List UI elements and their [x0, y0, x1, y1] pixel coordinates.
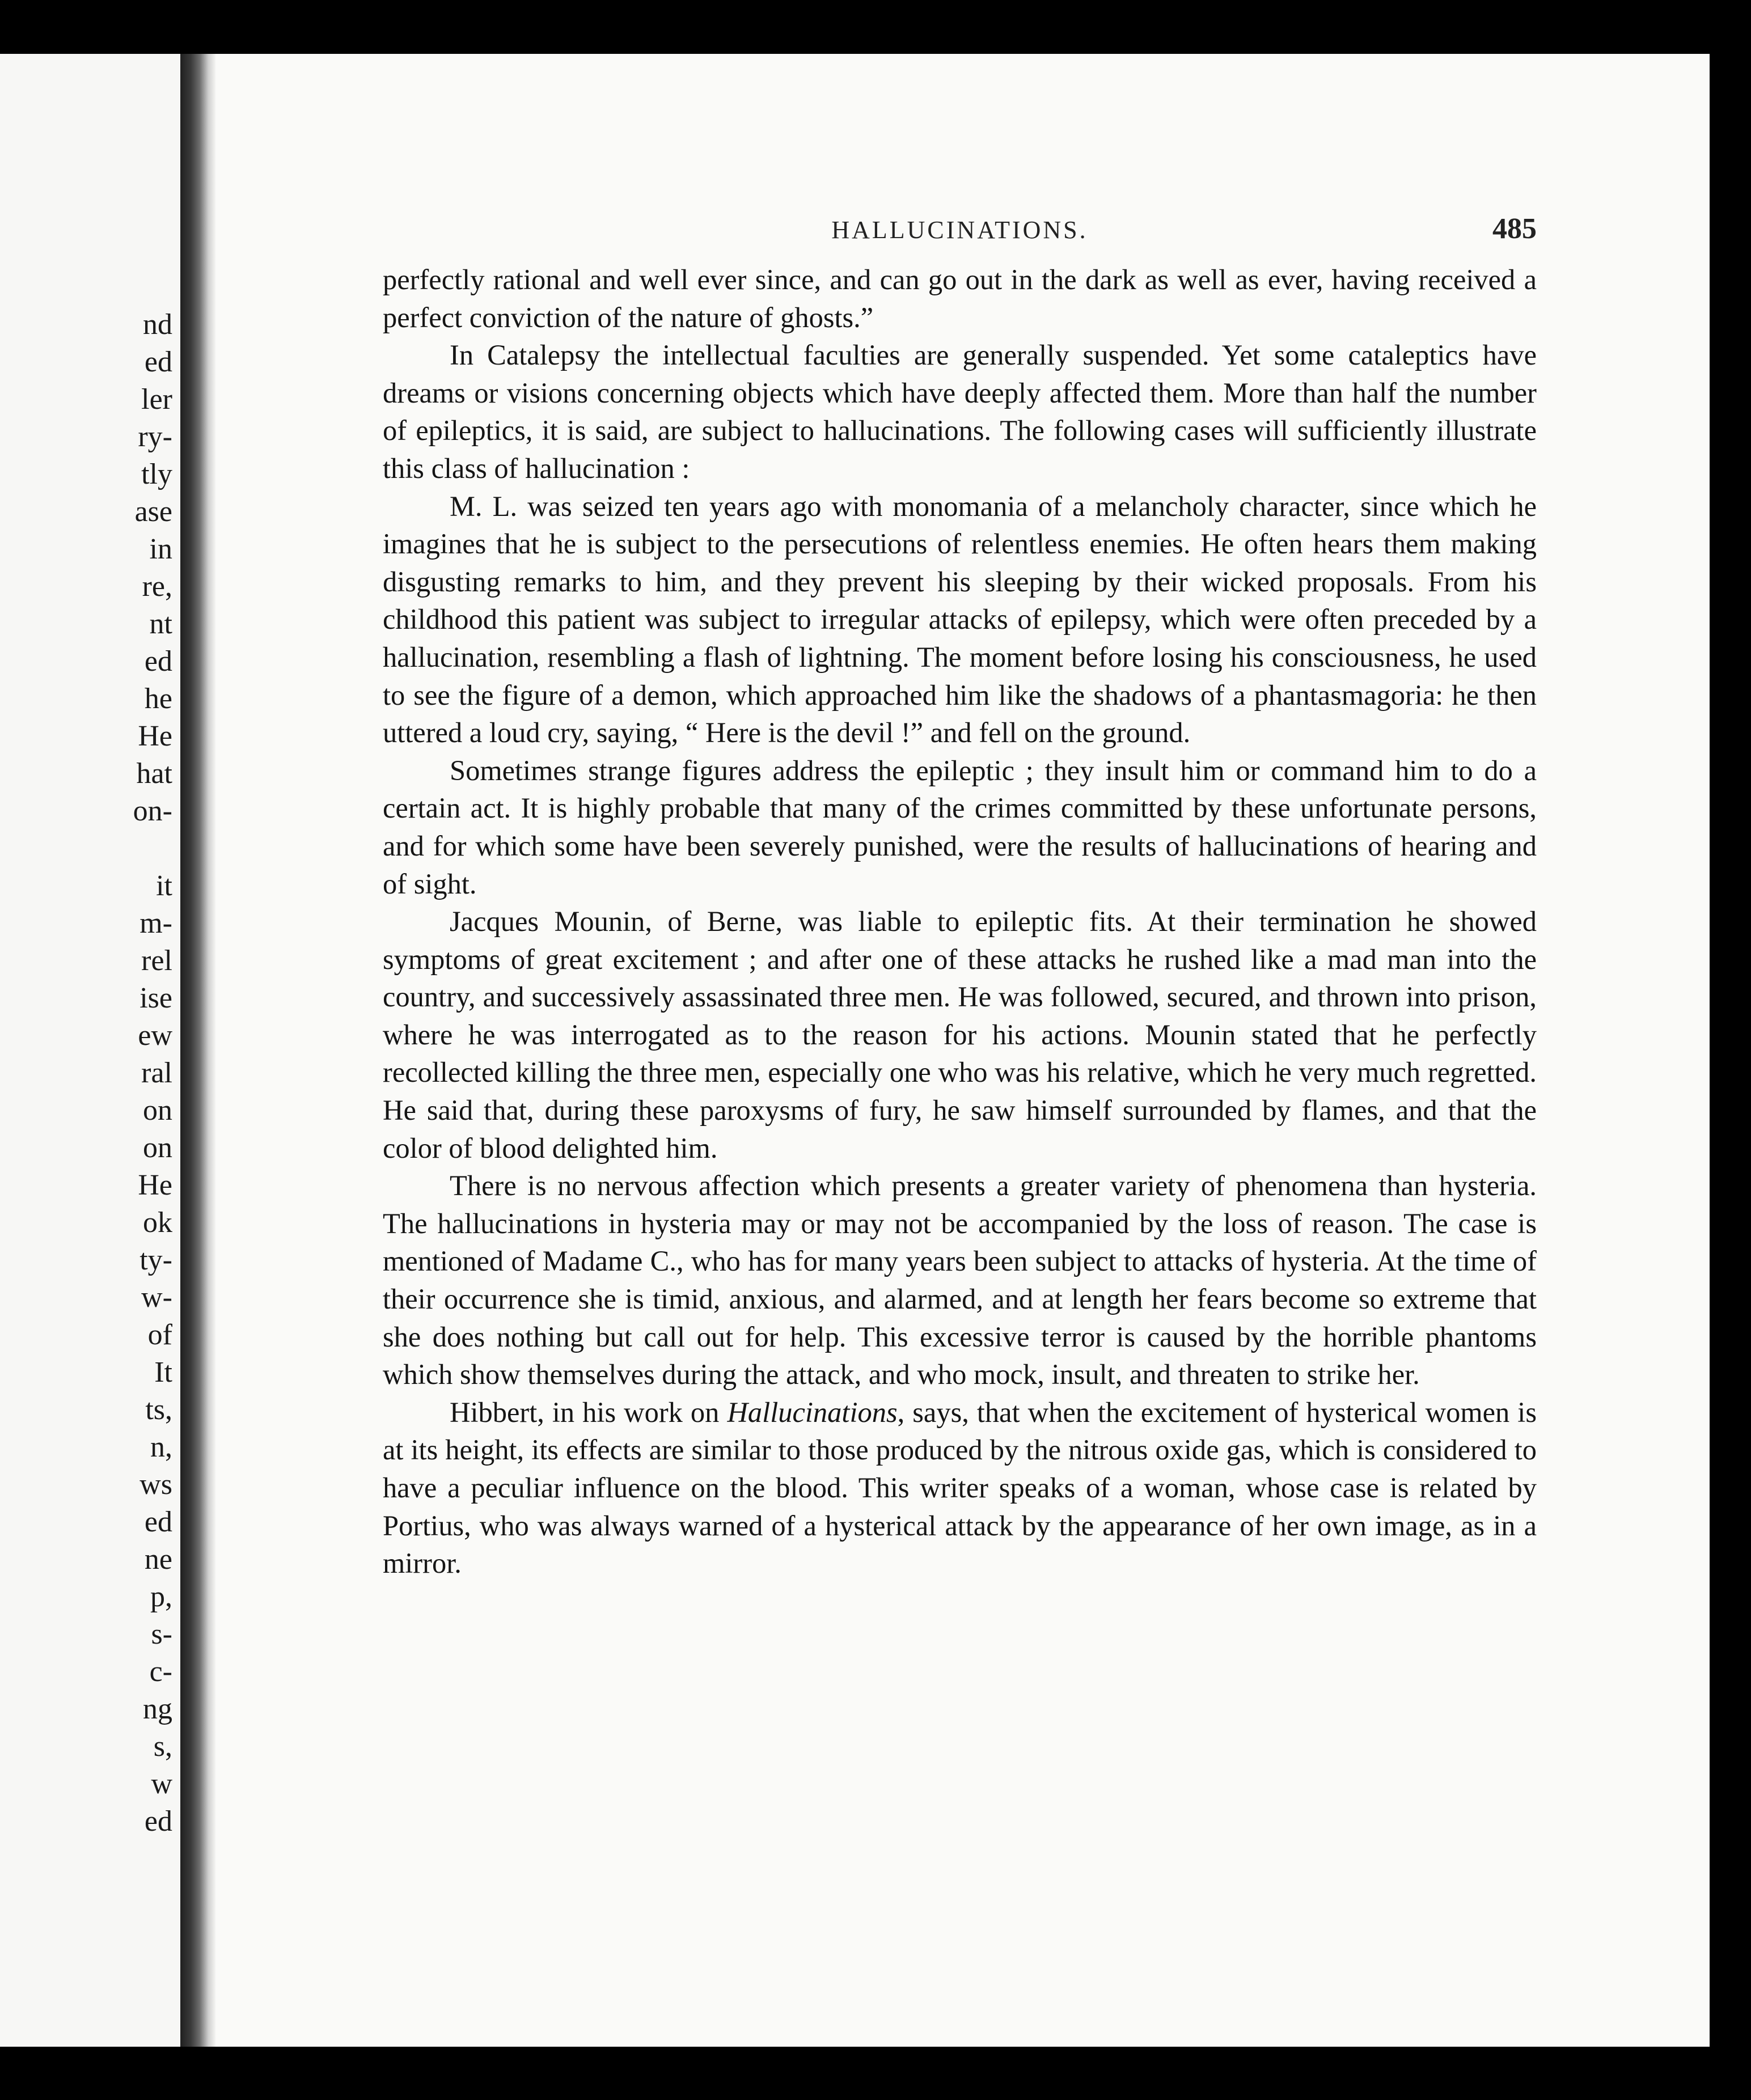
- left-page-fragment: ral: [141, 1057, 172, 1089]
- left-page-fragment: in: [149, 533, 172, 565]
- running-head: [383, 215, 1537, 261]
- left-page-fragment: nd: [143, 308, 172, 341]
- book-title-italic: Hallucinations: [727, 1396, 898, 1428]
- left-page-fragment: ise: [139, 982, 172, 1014]
- left-page-fragment: rel: [141, 945, 172, 977]
- left-page-fragment: ed: [144, 1805, 172, 1837]
- left-page-fragment: s-: [151, 1618, 172, 1650]
- body-text: [383, 261, 1537, 1582]
- left-page-fragment: s,: [153, 1730, 172, 1763]
- left-page-fragment: ry-: [138, 421, 172, 453]
- left-page-fragment: ler: [141, 383, 172, 416]
- left-page-fragment: w: [151, 1768, 172, 1800]
- left-page-fragment: n,: [150, 1431, 172, 1463]
- left-page-fragment: w-: [141, 1281, 172, 1314]
- scan-border-right: [1710, 54, 1751, 2047]
- left-page-fragment: It: [154, 1356, 172, 1388]
- left-page-fragment: p,: [150, 1581, 172, 1613]
- left-page-fragment: nt: [149, 608, 172, 640]
- left-page-fragment: ts,: [145, 1394, 172, 1426]
- left-page-fragment: ew: [138, 1019, 172, 1052]
- paragraph: M. L. was seized ten years ago with monomania of a melancholy character, since which he imagines that he is subject to the persecutions of relentless enemies. He often hears them making disgusting remarks to him, and they prevent his sleeping by their wicked proposals. From his childhood this patient was subject to irregular attacks of epilepsy, which were often preceded by a hallucination, resembling a flash of lightning. The moment before losing his consciousness, he used to see the figure of a demon, which approached him like the shadows of a phantasmagoria: he then uttered a loud cry, saying, “ Here is the devil !” and fell on the ground.: [383, 490, 1537, 749]
- running-title: HALLUCINATIONS.: [831, 216, 1088, 244]
- paragraph: In Catalepsy the intellectual faculties are generally suspended. Yet some cataleptics have dreams or visions concerning objects which have deeply affected them. More than half the number of epileptics, it is said, are subject to hallucinations. The following cases will sufficiently illustrate this class of hallucination :: [383, 339, 1537, 484]
- left-page-fragment: of: [147, 1319, 172, 1351]
- left-page-fragment: ty-: [139, 1244, 172, 1276]
- left-page-fragment: on-: [133, 795, 172, 827]
- left-page-fragment: ed: [144, 346, 172, 378]
- page-content: [383, 215, 1537, 1582]
- paragraph: There is no nervous affection which presents a greater variety of phenomena than hysteria. The hallucinations in hysteria may or may not be accompanied by the loss of reason. The case is mentioned of Madame C., who has for many years been subject to attacks of hysteria. At the time of their occurrence she is timid, anxious, and alarmed, and at length her fears become so extreme that she does nothing but call out for help. This excessive terror is caused by the horrible phantoms which show themselves during the attack, and who mock, insult, and threaten to strike her.: [383, 1170, 1537, 1391]
- scan-border-bottom: [0, 2047, 1751, 2100]
- page-number: 485: [1492, 213, 1537, 245]
- paragraph: Sometimes strange figures address the epileptic ; they insult him or command him to do a certain act. It is highly probable that many of the crimes committed by these unfortunate persons, and for which some have been severely punished, were the results of hallucinations of hearing and of sight.: [383, 754, 1537, 900]
- left-page-fragment: ok: [143, 1206, 172, 1239]
- left-page-fragment: ed: [144, 1506, 172, 1538]
- left-page-fragment: hat: [136, 757, 172, 790]
- paragraph-text: , says, that when the excitement of hysterical women is at its height, its effects are similar to those produced by the nitrous oxide gas, which is considered to have a peculiar influence on the blood. This writer speaks of a woman, whose case is related by Portius, who was always warned of a hysterical attack by the appearance of her own image, as in a mirror.: [383, 1396, 1537, 1580]
- left-page-fragment: it: [156, 870, 172, 902]
- left-page-edge: [0, 54, 180, 2047]
- left-page-fragment: on: [143, 1094, 172, 1127]
- left-page-fragment: m-: [139, 907, 172, 939]
- left-page-fragment: re,: [142, 570, 172, 603]
- left-page-fragment: He: [138, 1169, 172, 1201]
- left-page-fragment: tly: [141, 458, 172, 490]
- left-page-fragment: He: [138, 720, 172, 752]
- left-page-fragment: he: [144, 683, 172, 715]
- right-page: [215, 54, 1710, 2047]
- paragraph: Jacques Mounin, of Berne, was liable to epileptic fits. At their termination he showed symptoms of great excitement ; and after one of these attacks he rushed like a mad man into the country, and successively assassinated three men. He was followed, secured, and thrown into prison, where he was interrogated as to the reason for his actions. Mounin stated that he perfectly recollected killing the three men, especially one who was his relative, which he very much regretted. He said that, during these paroxysms of fury, he saw himself surrounded by flames, and that the color of blood delighted him.: [383, 905, 1537, 1164]
- paragraph: perfectly rational and well ever since, and can go out in the dark as well as ever, having received a perfect conviction of the nature of ghosts.”: [383, 264, 1537, 333]
- left-page-fragment: ed: [144, 645, 172, 678]
- paragraph-text: Hibbert, in his work on: [450, 1396, 728, 1428]
- left-page-fragment: c-: [149, 1656, 172, 1688]
- book-gutter: [180, 54, 215, 2047]
- scan-border-top: [0, 0, 1751, 54]
- paragraph: [383, 1394, 1537, 1582]
- left-page-fragment: ne: [144, 1543, 172, 1576]
- left-page-fragment: ws: [139, 1468, 172, 1501]
- left-page-fragment: ase: [134, 496, 172, 528]
- left-page-fragment: on: [143, 1132, 172, 1164]
- left-page-fragment: ng: [143, 1693, 172, 1725]
